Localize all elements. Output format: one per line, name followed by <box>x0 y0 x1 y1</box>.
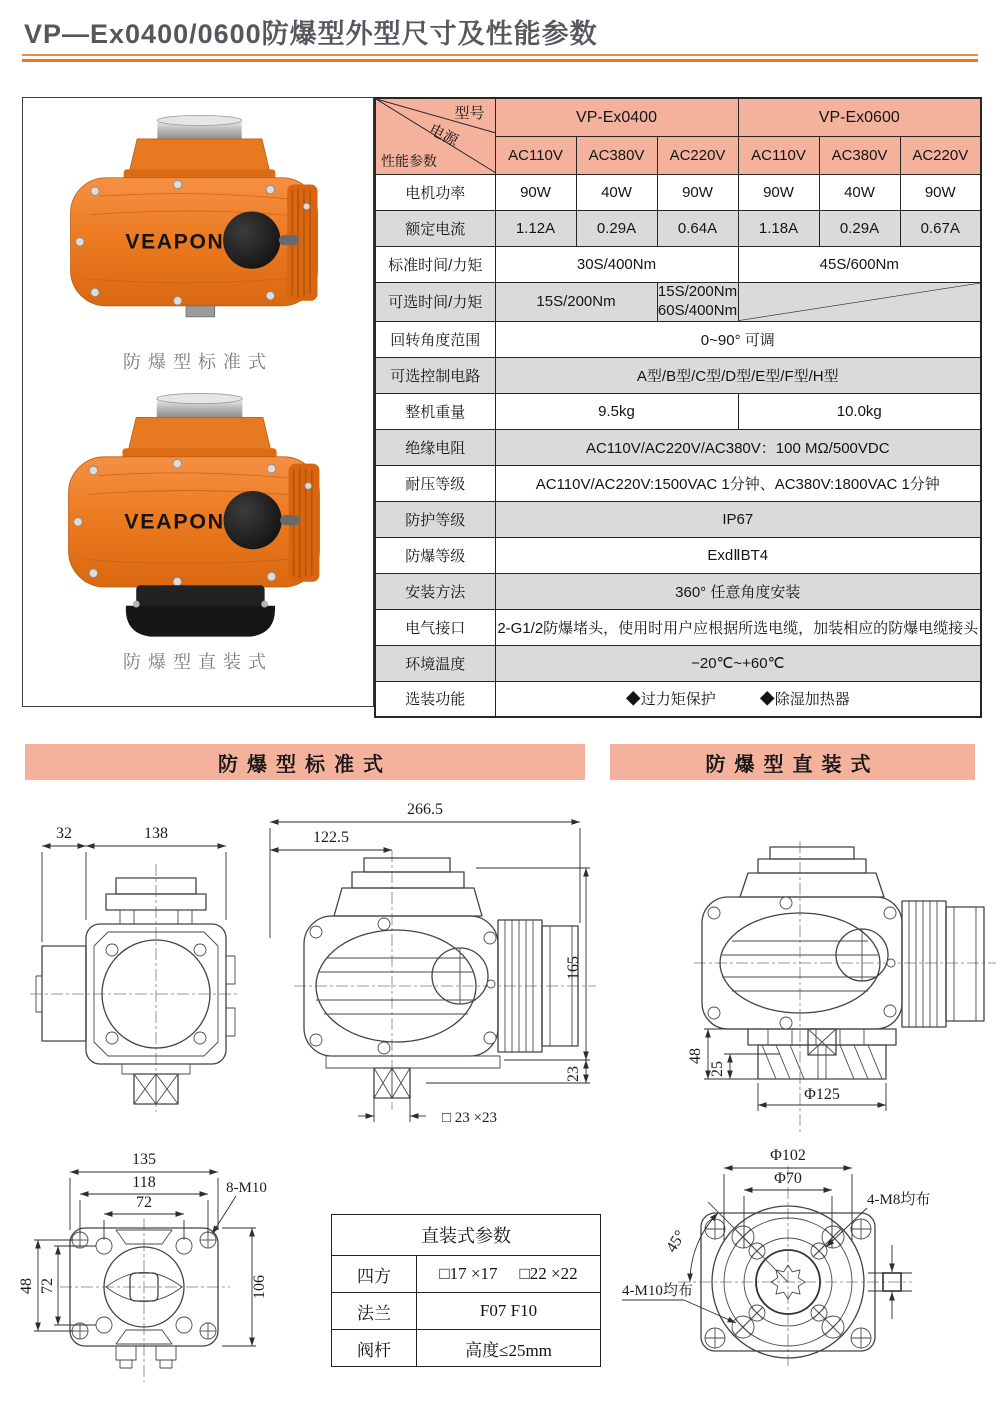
banner-standard: 防爆型标准式 <box>25 744 585 780</box>
cell-not-applicable <box>738 283 981 322</box>
row-angle-range <box>375 321 981 357</box>
row-motor-power <box>375 175 981 211</box>
dim-48-left: 48 <box>18 1278 35 1294</box>
direct-table-row <box>332 1293 601 1330</box>
row-label: 可选时间/力矩 <box>375 283 495 322</box>
corner-model-label: 型号 <box>454 105 485 122</box>
dimensions <box>622 1147 930 1323</box>
dim-118: 118 <box>132 1174 156 1191</box>
cell: 90W <box>738 175 819 211</box>
spec-table-wrap <box>374 97 982 718</box>
cell: 0.64A <box>657 211 738 247</box>
drawing-front-standard <box>28 816 243 1116</box>
model-vp-ex0400: VP-Ex0400 <box>495 98 738 137</box>
voltage-col: AC380V <box>576 137 657 175</box>
cell: AC110V/AC220V:1500VAC 1分钟、AC380V:1800VAC 1分钟 <box>495 465 981 501</box>
cell: 90W <box>495 175 576 211</box>
spec-table <box>374 97 982 718</box>
row-label: 标准时间/力矩 <box>375 247 495 283</box>
row-ambient-temp <box>375 645 981 681</box>
cell: AC110V/AC220V/AC380V：100 MΩ/500VDC <box>495 429 981 465</box>
direct-mount-table <box>331 1214 601 1367</box>
cell: 10.0kg <box>738 393 981 429</box>
outline <box>304 858 578 1098</box>
dim-phi70: Φ70 <box>774 1170 802 1187</box>
manual-knob <box>223 211 280 268</box>
caption-direct: 防爆型直装式 <box>123 652 273 672</box>
dim-122-5: 122.5 <box>313 829 349 846</box>
cell: 0~90° 可调 <box>495 321 981 357</box>
row-label: 四方 <box>332 1256 417 1293</box>
cell: A型/B型/C型/D型/E型/F型/H型 <box>495 357 981 393</box>
row-label: 选装功能 <box>375 681 495 717</box>
top-flange <box>157 393 243 417</box>
square-22: □22 ×22 <box>519 1264 578 1283</box>
row-insulation <box>375 429 981 465</box>
row-weight <box>375 393 981 429</box>
cell: 90W <box>657 175 738 211</box>
banner-direct: 防爆型直装式 <box>610 744 975 780</box>
dim-32: 32 <box>56 825 72 842</box>
dim-45deg: 45° <box>663 1227 690 1256</box>
manual-knob <box>224 491 282 549</box>
row-label: 电气接口 <box>375 609 495 645</box>
row-label: 可选控制电路 <box>375 357 495 393</box>
top-flange <box>157 115 241 139</box>
cell: 40W <box>819 175 900 211</box>
row-label: 电机功率 <box>375 175 495 211</box>
row-label: 安装方法 <box>375 573 495 609</box>
outline <box>36 878 235 1104</box>
cell: 30S/400Nm <box>495 247 738 283</box>
cell <box>495 681 981 717</box>
drawing-side-direct <box>650 833 1000 1143</box>
row-opt-time-torque <box>375 283 981 322</box>
cell: 1.12A <box>495 211 576 247</box>
voltage-col: AC380V <box>819 137 900 175</box>
dim-phi102: Φ102 <box>770 1147 806 1164</box>
dim-138: 138 <box>144 825 168 842</box>
row-label: 防爆等级 <box>375 537 495 573</box>
cell: 0.67A <box>900 211 981 247</box>
brand-label: VEAPON <box>124 509 225 534</box>
row-label: 绝缘电阻 <box>375 429 495 465</box>
drawing-flange-direct <box>620 1142 998 1420</box>
cell: 0.29A <box>576 211 657 247</box>
voltage-col: AC110V <box>738 137 819 175</box>
cell: F07 F10 <box>417 1293 601 1330</box>
dim-48: 48 <box>687 1048 704 1064</box>
voltage-col: AC110V <box>495 137 576 175</box>
dim-8-m10: 8-M10 <box>226 1180 267 1196</box>
voltage-col: AC220V <box>657 137 738 175</box>
dim-25: 25 <box>709 1061 726 1077</box>
row-ip-rating <box>375 501 981 537</box>
voltage-col: AC220V <box>900 137 981 175</box>
optional-fn-b: ◆除湿加热器 <box>759 691 850 709</box>
cell: 0.29A <box>819 211 900 247</box>
opt-line2: 60S/400Nm <box>657 301 738 319</box>
cell: 9.5kg <box>495 393 738 429</box>
dim-266-5: 266.5 <box>407 801 443 818</box>
dimensions <box>18 1151 268 1346</box>
row-optional-functions <box>375 681 981 717</box>
actuator-photo-standard <box>29 112 365 348</box>
cell: 高度≤25mm <box>417 1330 601 1367</box>
diagonal-strike <box>739 283 981 321</box>
corner-param-label: 性能参数 <box>381 153 437 169</box>
dim-23: 23 <box>565 1066 582 1082</box>
direct-table-row <box>332 1256 601 1293</box>
cell <box>417 1256 601 1293</box>
cell: 1.18A <box>738 211 819 247</box>
dim-4-m10: 4-M10均布 <box>622 1283 693 1299</box>
dim-165: 165 <box>565 956 582 980</box>
caption-standard: 防爆型标准式 <box>123 352 273 372</box>
title-rule-thick <box>22 59 978 62</box>
row-label: 整机重量 <box>375 393 495 429</box>
product-photo-panel <box>22 97 374 707</box>
dim-shaft-square: □ 23 ×23 <box>442 1110 498 1126</box>
row-withstand <box>375 465 981 501</box>
bottom-nuts <box>116 1346 176 1368</box>
dim-72-top: 72 <box>136 1194 152 1211</box>
dim-106: 106 <box>251 1275 268 1299</box>
row-std-time-torque <box>375 247 981 283</box>
page-title: VP—Ex0400/0600防爆型外型尺寸及性能参数 <box>24 19 598 49</box>
cell: 90W <box>900 175 981 211</box>
cell: IP67 <box>495 501 981 537</box>
dim-phi125: Φ125 <box>804 1086 840 1103</box>
actuator-photo-direct <box>29 390 365 640</box>
row-rated-current <box>375 211 981 247</box>
dim-4-m8: 4-M8均布 <box>867 1192 931 1208</box>
row-label: 法兰 <box>332 1293 417 1330</box>
cell: 15S/200Nm <box>495 283 657 322</box>
optional-fn-a: ◆过力矩保护 <box>625 691 716 709</box>
direct-mount-base <box>126 585 275 636</box>
row-label: 耐压等级 <box>375 465 495 501</box>
corner-power-label: 电源 <box>426 121 461 150</box>
row-control-circuit <box>375 357 981 393</box>
row-conduit <box>375 609 981 645</box>
row-label: 防护等级 <box>375 501 495 537</box>
cell: 45S/600Nm <box>738 247 981 283</box>
cell: −20℃~+60℃ <box>495 645 981 681</box>
square-17: □17 ×17 <box>439 1264 498 1283</box>
title-rule-thin <box>22 54 978 56</box>
cell: ExdⅡBT4 <box>495 537 981 573</box>
opt-line1: 15S/200Nm <box>657 283 738 300</box>
dim-135: 135 <box>132 1151 156 1168</box>
brand-label: VEAPON <box>125 230 225 254</box>
dim-72-left: 72 <box>39 1278 56 1294</box>
drawing-bottom-standard <box>18 1150 324 1415</box>
row-ex-rating <box>375 537 981 573</box>
header-row-models <box>375 98 981 137</box>
cell-two-line <box>657 283 738 322</box>
row-label: 环境温度 <box>375 645 495 681</box>
cell: 40W <box>576 175 657 211</box>
drawing-side-standard <box>246 798 602 1143</box>
cell: 360° 任意角度安装 <box>495 573 981 609</box>
direct-table-header <box>332 1215 601 1256</box>
direct-table-title: 直装式参数 <box>332 1215 601 1256</box>
model-vp-ex0600: VP-Ex0600 <box>738 98 981 137</box>
corner-cell <box>375 98 495 175</box>
row-label: 回转角度范围 <box>375 321 495 357</box>
row-mounting <box>375 573 981 609</box>
row-label: 阀杆 <box>332 1330 417 1367</box>
cell: 2-G1/2防爆堵头，使用时用户应根据所选电缆，加装相应的防爆电缆接头 <box>495 609 981 645</box>
row-label: 额定电流 <box>375 211 495 247</box>
direct-table-row <box>332 1330 601 1367</box>
